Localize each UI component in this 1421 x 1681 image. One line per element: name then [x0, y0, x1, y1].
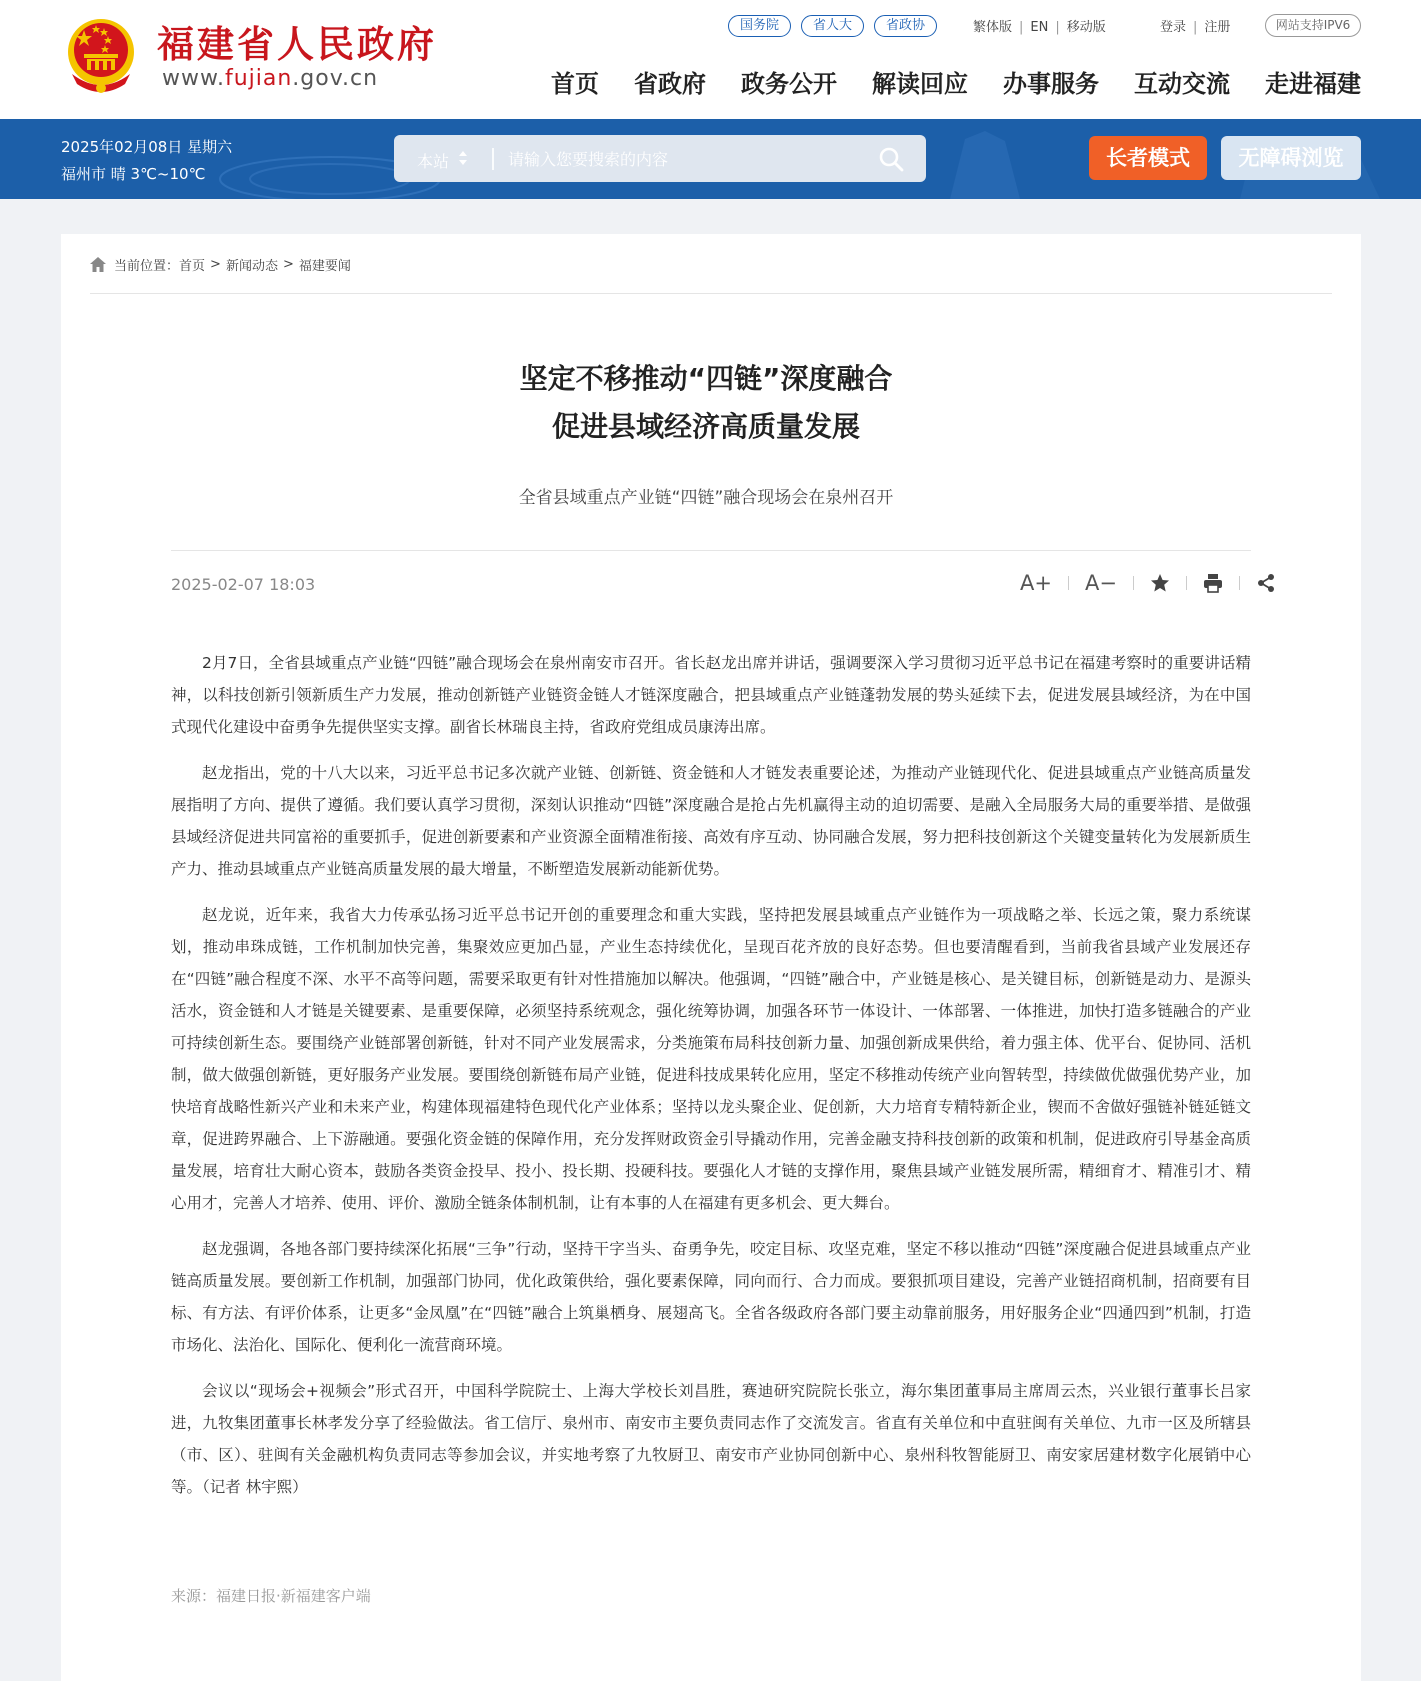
tool-divider — [1239, 576, 1240, 590]
site-url: www.fujian.gov.cn — [162, 66, 379, 91]
article-source: 来源：福建日报·新福建客户端 — [171, 1587, 371, 1605]
main-nav — [551, 64, 1361, 99]
nav-government-affairs[interactable]: 政务公开 — [741, 70, 837, 98]
article-paragraph: 赵龙指出，党的十八大以来，习近平总书记多次就产业链、创新链、资金链和人才链发表重要论述，为推动产业链现代化、促进县域重点产业链高质量发展指明了方向、提供了遵循。我们要认真学习贯彻，深刻认识推动“四链”深度融合是抢占先机赢得主动的迫切需要、是融入全局服务大局的重要举措、是做强县域经济促进共同富裕的重要抓手，促进创新要素和产业资源全面精准衔接、高效有序互动、协同融合发展，努力把科技创新这个关键变量转化为发展新质生产力、推动县域重点产业链高质量发展的最大增量，不断塑造发展新动能新优势。 — [171, 764, 1251, 878]
elder-mode-button[interactable]: 长者模式 — [1089, 136, 1207, 180]
article-paragraph: 赵龙说，近年来，我省大力传承弘扬习近平总书记开创的重要理念和重大实践，坚持把发展县域重点产业链作为一项战略之举、长远之策，聚力系统谋划，推动串珠成链，工作机制加快完善，集聚效应更加凸显，产业生态持续优化，呈现百花齐放的良好态势。但也要清醒看到，当前我省县域产业发展还存在“四链”融合程度不深、水平不高等问题，需要采取更有针对性措施加以解决。他强调，“四链”融合中，产业链是核心、是关键目标，创新链是动力、是源头活水，资金链和人才链是关键要素、是重要保障，必须坚持系统观念，强化统筹协调，加强各环节一体设计、一体部署、一体推进，加快打造多链融合的产业可持续创新生态。要围绕产业链部署创新链，针对不同产业发展需求，分类施策布局科技创新力量、加强创新成果供给，着力强主体、优平台、促协同、活机制，做大做强创新链，更好服务产业发展。要围绕创新链布局产业链，促进科技成果转化应用，坚定不移推动传统产业向智转型，持续做优做强优势产业，加快培育战略性新兴产业和未来产业，构建体现福建特色现代化产业体系；坚持以龙头聚企业、促创新，大力培育专精特新企业，锲而不舍做好强链补链延链文章，促进跨界融合、上下游融通。要强化资金链的保障作用，充分发挥财政资金引导撬动作用，完善金融支持科技创新的政策和机制，促进政府引导基金高质量发展，培育壮大耐心资本，鼓励各类资金投早、投小、投长期、投硬科技。要强化人才链的支撑作用，聚焦县域产业链发展所需，精细育才、精准引才、精心用才，完善人才培养、使用、评价、激励全链条体制机制，让有本事的人在福建有更多机会、更大舞台。 — [171, 906, 1251, 1212]
quick-link-provincial-congress[interactable]: 省人大 — [801, 15, 864, 37]
share-icon[interactable] — [1256, 573, 1276, 593]
sort-arrows-icon[interactable] — [458, 150, 468, 166]
search-input[interactable] — [508, 143, 838, 175]
register-link[interactable]: 注册 — [1204, 20, 1231, 35]
language-links: 繁体版 | EN | 移动版 — [973, 20, 1106, 35]
article-paragraph: 会议以“现场会+视频会”形式召开，中国科学院院士、上海大学校长刘昌胜，赛迪研究院院长张立，海尔集团董事局主席周云杰，兴业银行董事长吕家进，九牧集团董事长林孝发分享了经验做法。省工信厅、泉州市、南安市主要负责同志作了交流发言。省直有关单位和中直驻闽有关单位、九市一区及所辖县（市、区）、驻闽有关金融机构负责同志等参加会议，并实地考察了九牧厨卫、南安市产业协同创新中心、泉州科牧智能厨卫、南安家居建材数字化展销中心等。（记者 林宇熙） — [171, 1382, 1251, 1496]
weather-info: 福州市 晴 3℃~10℃ — [61, 165, 206, 183]
ipv6-badge: 网站支持IPV6 — [1265, 14, 1361, 37]
article-tools — [1020, 571, 1276, 595]
tool-divider — [1186, 576, 1187, 590]
star-icon[interactable] — [1150, 573, 1170, 593]
font-increase-button[interactable]: A+ — [1020, 571, 1052, 595]
font-decrease-button[interactable]: A− — [1084, 571, 1117, 595]
breadcrumb — [90, 255, 351, 274]
breadcrumb-fujian-news[interactable]: 福建要闻 — [298, 259, 351, 274]
article-title — [161, 355, 1251, 451]
nav-about-fujian[interactable]: 走进福建 — [1265, 70, 1361, 98]
breadcrumb-separator: > — [210, 257, 221, 272]
traditional-chinese-link[interactable]: 繁体版 — [973, 20, 1013, 35]
account-links: 登录 | 注册 — [1160, 20, 1231, 35]
current-date: 2025年02月08日 星期六 — [61, 138, 233, 156]
breadcrumb-home[interactable]: 首页 — [179, 259, 206, 274]
quick-link-state-council[interactable]: 国务院 — [728, 15, 791, 37]
breadcrumb-divider — [90, 293, 1332, 294]
quick-link-provincial-cppcc[interactable]: 省政协 — [874, 15, 937, 37]
breadcrumb-separator: > — [282, 257, 294, 272]
print-icon[interactable] — [1203, 573, 1223, 593]
article-body — [171, 647, 1251, 1517]
login-link[interactable]: 登录 — [1160, 20, 1187, 35]
article-title-line-1: 坚定不移推动“四链”深度融合 — [519, 362, 893, 395]
quick-links — [728, 15, 937, 37]
publish-date: 2025-02-07 18:03 — [171, 575, 316, 594]
site-header — [0, 0, 1421, 119]
nav-interaction[interactable]: 互动交流 — [1134, 70, 1230, 98]
article-paragraph: 赵龙强调，各地各部门要持续深化拓展“三争”行动，坚持干字当头、奋勇争先，咬定目标、攻坚克难，坚定不移以推动“四链”深度融合促进县域重点产业链高质量发展。要创新工作机制，加强部门协同，优化政策供给，强化要素保障，同向而行、合力而成。要狠抓项目建设，完善产业链招商机制，招商要有目标、有方法、有评价体系，让更多“金凤凰”在“四链”融合上筑巢栖身、展翅高飞。全省各级政府各部门要主动靠前服务，用好服务企业“四通四到”机制，打造市场化、法治化、国际化、便利化一流营商环境。 — [171, 1240, 1252, 1354]
site-name[interactable]: 福建省人民政府 — [157, 22, 437, 66]
breadcrumb-news[interactable]: 新闻动态 — [225, 259, 278, 274]
accessibility-button[interactable]: 无障碍浏览 — [1221, 136, 1361, 180]
english-link[interactable]: EN — [1030, 20, 1049, 35]
article-title-line-2: 促进县域经济高质量发展 — [551, 410, 860, 443]
article-paragraph: 2月7日，全省县域重点产业链“四链”融合现场会在泉州南安市召开。省长赵龙出席并讲话，强调要深入学习贯彻习近平总书记在福建考察时的重要讲话精神，以科技创新引领新质生产力发展，推动创新链产业链资金链人才链深度融合，把县域重点产业链蓬勃发展的势头延续下去，促进发展县域经济，为在中国式现代化建设中奋勇争先提供坚实支撑。副省长林瑞良主持，省政府党组成员康涛出席。 — [171, 654, 1251, 736]
breadcrumb-prefix: 当前位置： — [114, 259, 180, 274]
article-subtitle: 全省县域重点产业链“四链”融合现场会在泉州召开 — [518, 488, 894, 508]
nav-interpretation[interactable]: 解读回应 — [872, 70, 968, 98]
nav-home[interactable]: 首页 — [551, 70, 599, 98]
title-divider — [171, 550, 1251, 551]
national-emblem-icon[interactable] — [62, 14, 140, 94]
nav-provincial-government[interactable]: 省政府 — [634, 70, 706, 98]
nav-services[interactable]: 办事服务 — [1003, 70, 1099, 98]
home-icon — [90, 257, 106, 272]
search-divider — [492, 148, 494, 170]
search-scope-select[interactable]: 本站 — [417, 152, 450, 171]
search-icon[interactable] — [878, 146, 904, 172]
tool-divider — [1068, 576, 1069, 590]
mobile-link[interactable]: 移动版 — [1066, 20, 1106, 35]
tool-divider — [1133, 576, 1134, 590]
search-box — [394, 135, 926, 182]
